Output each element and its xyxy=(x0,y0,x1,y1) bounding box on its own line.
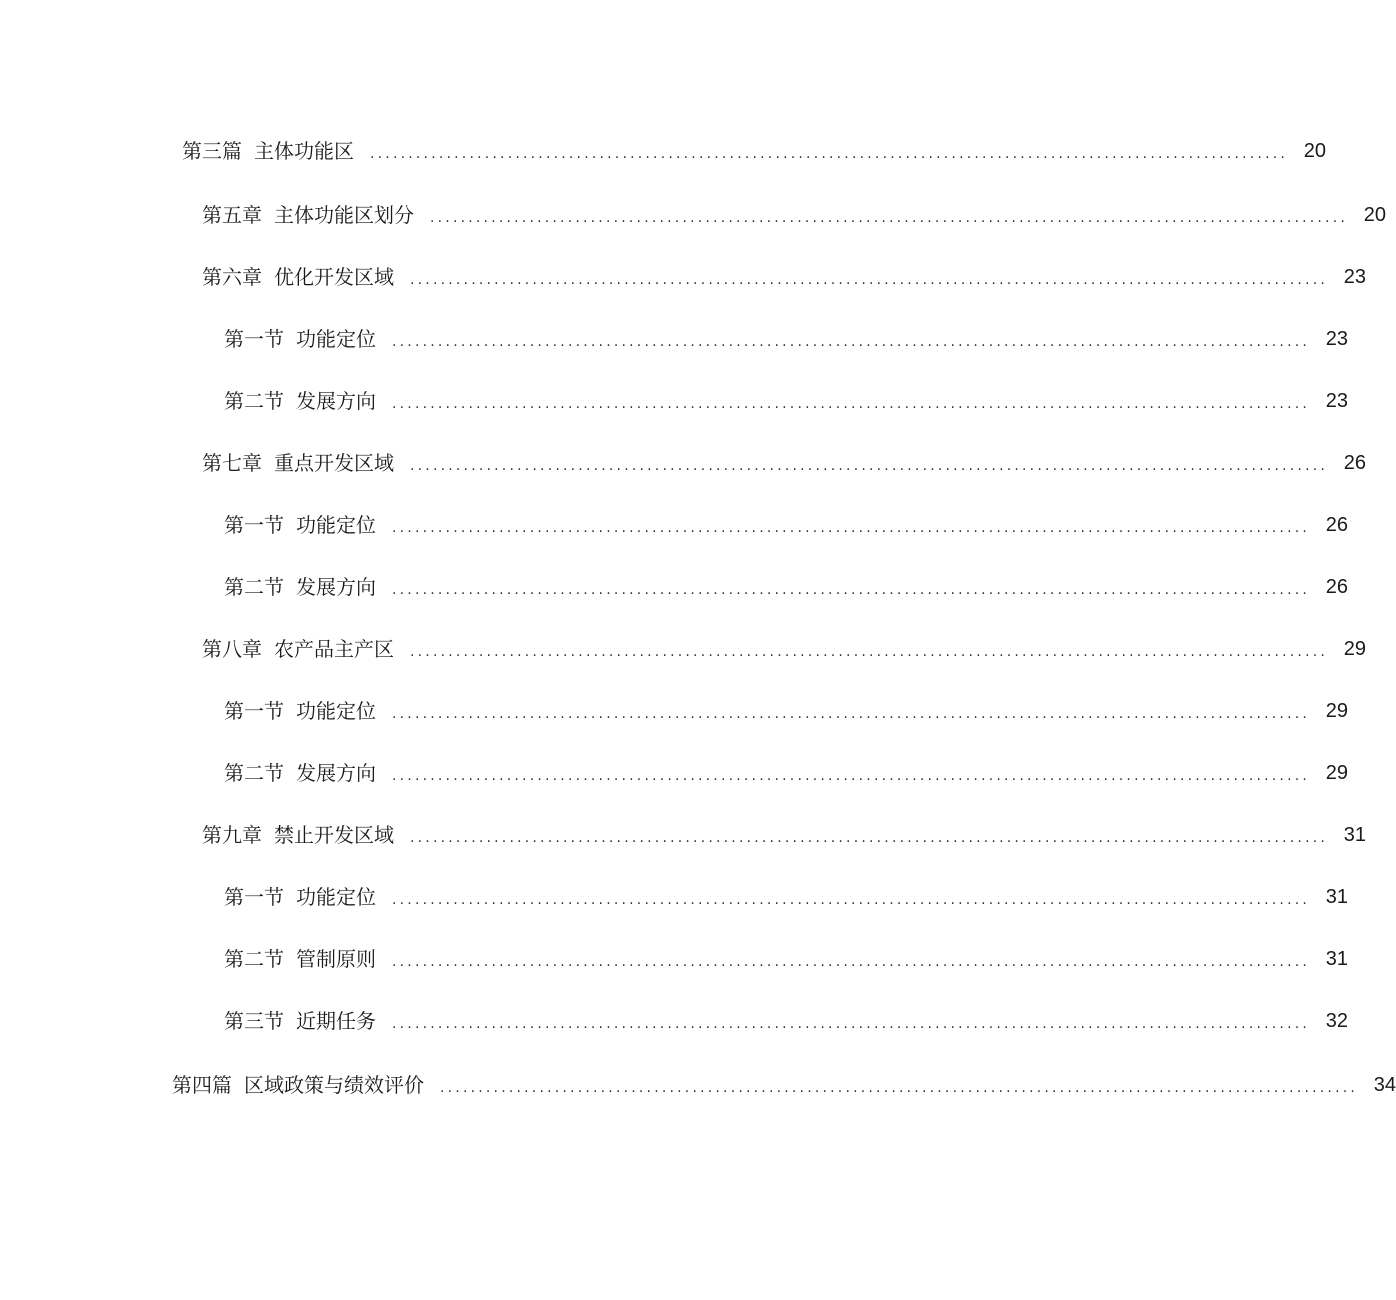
toc-entry-section[interactable] xyxy=(224,572,1349,602)
toc-entry-page: 31 xyxy=(1325,948,1349,970)
toc-entry-page: 23 xyxy=(1325,328,1349,350)
toc-entry-number: 第二节 xyxy=(224,947,284,971)
toc-entry-section[interactable] xyxy=(224,1006,1349,1036)
toc-entry-number: 第一节 xyxy=(224,699,284,723)
toc-dot-leader: ........................................................................................................................ xyxy=(392,520,1311,536)
toc-entry-title: 主体功能区划分 xyxy=(274,203,414,227)
toc-entry-page: 20 xyxy=(1303,140,1327,162)
toc-entry-number: 第六章 xyxy=(202,265,262,289)
toc-entry-title: 发展方向 xyxy=(296,761,376,785)
toc-entry-page: 31 xyxy=(1343,824,1367,846)
toc-entry-title: 主体功能区 xyxy=(254,139,354,163)
toc-entry-title: 管制原则 xyxy=(296,947,376,971)
toc-entry-chapter-5[interactable] xyxy=(202,200,1387,230)
toc-entry-number: 第七章 xyxy=(202,451,262,475)
toc-entry-page: 23 xyxy=(1343,266,1367,288)
toc-entry-section[interactable] xyxy=(224,510,1349,540)
toc-entry-title: 发展方向 xyxy=(296,389,376,413)
toc-entry-number: 第三篇 xyxy=(182,139,242,163)
toc-entry-title: 区域政策与绩效评价 xyxy=(244,1073,424,1097)
toc-entry-title: 发展方向 xyxy=(296,575,376,599)
toc-entry-section[interactable] xyxy=(224,696,1349,726)
toc-dot-leader: ........................................................................................................................ xyxy=(410,644,1329,660)
toc-entry-page: 29 xyxy=(1343,638,1367,660)
toc-dot-leader: ........................................................................................................................ xyxy=(440,1080,1359,1096)
toc-entry-number: 第二节 xyxy=(224,761,284,785)
toc-entry-number: 第一节 xyxy=(224,513,284,537)
toc-dot-leader: ........................................................................................................................ xyxy=(392,396,1311,412)
toc-dot-leader: ........................................................................................................................ xyxy=(370,146,1289,162)
toc-entry-number: 第二节 xyxy=(224,389,284,413)
toc-dot-leader: ........................................................................................................................ xyxy=(392,334,1311,350)
toc-dot-leader: ........................................................................................................................ xyxy=(392,954,1311,970)
toc-entry-number: 第五章 xyxy=(202,203,262,227)
toc-entry-number: 第四篇 xyxy=(172,1073,232,1097)
toc-entry-number: 第九章 xyxy=(202,823,262,847)
toc-entry-number: 第八章 xyxy=(202,637,262,661)
toc-entry-title: 优化开发区域 xyxy=(274,265,394,289)
toc-entry-title: 功能定位 xyxy=(296,699,376,723)
toc-entry-number: 第三节 xyxy=(224,1009,284,1033)
toc-entry-page: 20 xyxy=(1363,204,1387,226)
toc-entry-page: 29 xyxy=(1325,700,1349,722)
toc-dot-leader: ........................................................................................................................ xyxy=(410,830,1329,846)
toc-entry-part-3[interactable] xyxy=(182,136,1327,166)
toc-dot-leader: ........................................................................................................................ xyxy=(392,892,1311,908)
toc-entry-chapter-9[interactable] xyxy=(202,820,1367,850)
toc-entry-page: 32 xyxy=(1325,1010,1349,1032)
toc-entry-page: 23 xyxy=(1325,390,1349,412)
toc-entry-section[interactable] xyxy=(224,758,1349,788)
toc-dot-leader: ........................................................................................................................ xyxy=(410,458,1329,474)
toc-entry-number: 第一节 xyxy=(224,327,284,351)
toc-entry-page: 26 xyxy=(1343,452,1367,474)
toc-entry-title: 农产品主产区 xyxy=(274,637,394,661)
toc-entry-title: 功能定位 xyxy=(296,327,376,351)
toc-entry-number: 第二节 xyxy=(224,575,284,599)
toc-entry-section[interactable] xyxy=(224,882,1349,912)
toc-entry-chapter-8[interactable] xyxy=(202,634,1367,664)
toc-entry-title: 禁止开发区域 xyxy=(274,823,394,847)
toc-entry-part-4[interactable] xyxy=(172,1070,1396,1100)
toc-entry-section[interactable] xyxy=(224,944,1349,974)
toc-entry-title: 近期任务 xyxy=(296,1009,376,1033)
toc-entry-page: 34 xyxy=(1373,1074,1396,1096)
toc-entry-section[interactable] xyxy=(224,324,1349,354)
toc-entry-title: 功能定位 xyxy=(296,885,376,909)
toc-entry-page: 31 xyxy=(1325,886,1349,908)
toc-entry-section[interactable] xyxy=(224,386,1349,416)
toc-entry-page: 26 xyxy=(1325,576,1349,598)
toc-entry-chapter-6[interactable] xyxy=(202,262,1367,292)
toc-entry-title: 功能定位 xyxy=(296,513,376,537)
toc-entry-number: 第一节 xyxy=(224,885,284,909)
toc-dot-leader: ........................................................................................................................ xyxy=(430,210,1349,226)
toc-entry-chapter-7[interactable] xyxy=(202,448,1367,478)
toc-dot-leader: ........................................................................................................................ xyxy=(392,1016,1311,1032)
toc-dot-leader: ........................................................................................................................ xyxy=(392,582,1311,598)
toc-entry-page: 26 xyxy=(1325,514,1349,536)
toc-dot-leader: ........................................................................................................................ xyxy=(392,706,1311,722)
toc-dot-leader: ........................................................................................................................ xyxy=(410,272,1329,288)
toc-dot-leader: ........................................................................................................................ xyxy=(392,768,1311,784)
toc-entry-page: 29 xyxy=(1325,762,1349,784)
toc-entry-title: 重点开发区域 xyxy=(274,451,394,475)
